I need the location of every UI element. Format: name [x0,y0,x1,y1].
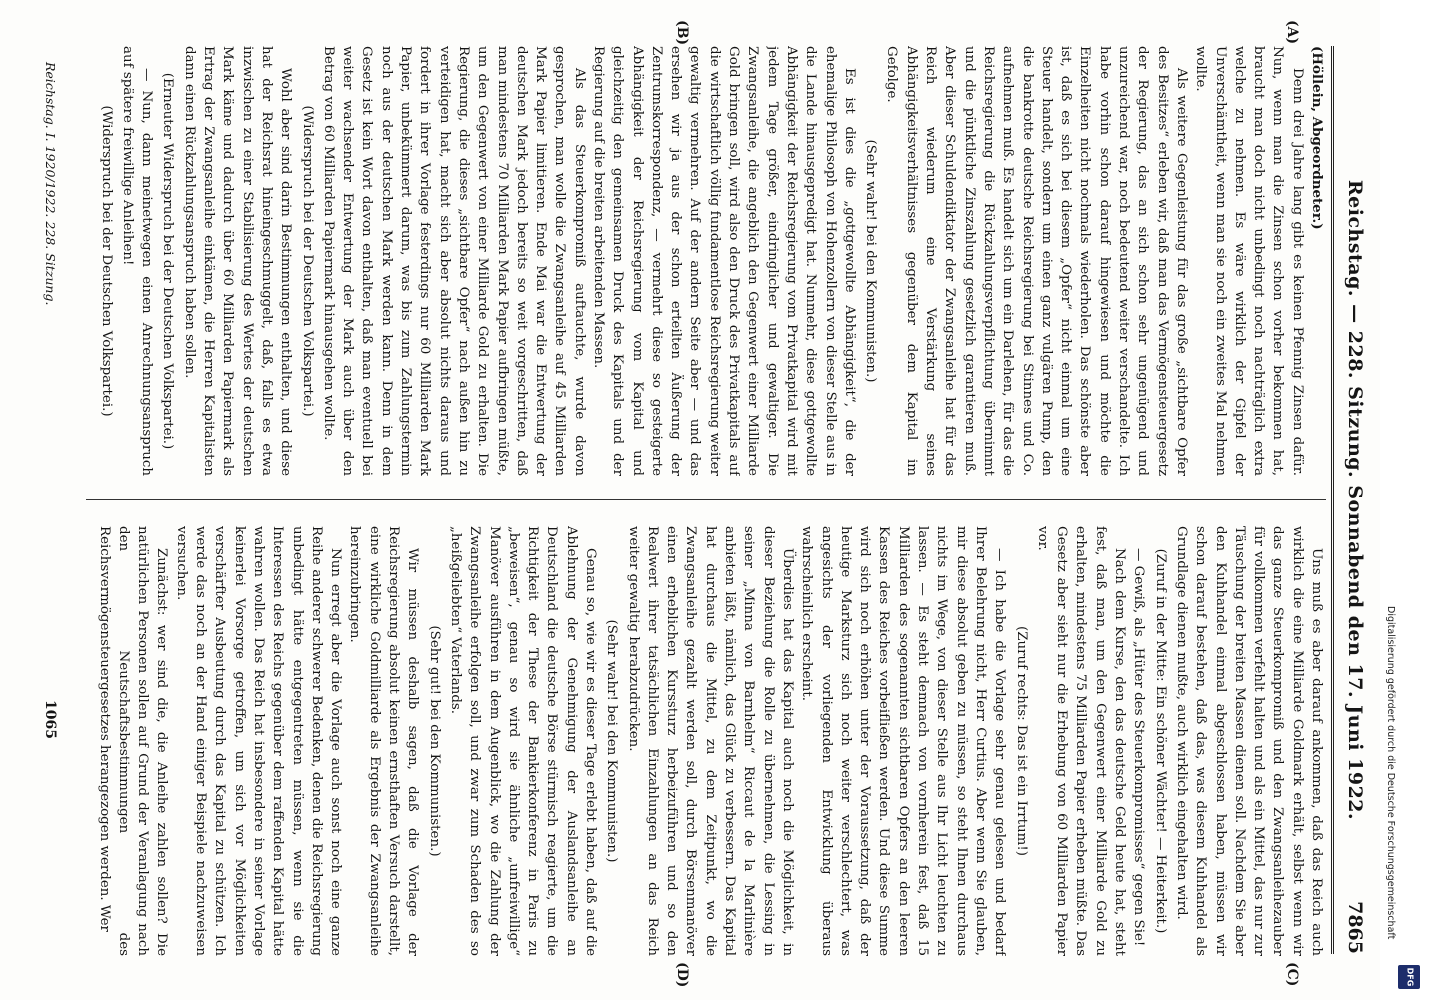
margin-mark-a: (A) [1284,20,1300,45]
interjection: (Zuruf in der Mitte: Ein schöner Wächter! — Heiterkeit.) [1152,548,1168,934]
interjection: (Widerspruch bei der Deutschen Volkspartei.) [299,105,315,417]
footer-page-number: 1065 [42,700,58,739]
logo-text: DFG [1404,967,1414,987]
column-divider [86,499,1326,500]
paragraph: Nun erregt aber die Vorlage auch sonst noch eine ganze Reihe anderer schwerer Bedenken, denen die Reichsregierung unbedingt hätte entgegentreten müssen, wenn sie die Interessen des Reichs gegenüber dem raffenden Kapital hätte wahren wollen. Das Reich hat insbesondere in seiner Vorlage keinerlei Vorsorge getroffen, um sich vor Möglichkeiten verschärfter Ausbeutung durch das Kapital zu schützen. Ich werde das noch an der Hand einiger Beispiele nachzuweisen versuchen. [173,526,344,956]
funding-note: Digitalisierung gefördert durch die Deutsche Forschungsgemeinschaft [1385,606,1396,940]
margin-mark-b: (B) [674,20,690,46]
margin-mark-d: (D) [674,962,690,988]
paragraph: Denn drei Jahre lang gibt es keinen Pfennig Zinsen dafür. Nun, wenn man die Zinsen schon vorher bekommen hat, braucht man doch nicht unbedingt noch nachträglich extra welche zu nehmen. Es wäre wirklich der Gipfel der Unverschämtheit, wenn man sie noch ein zweites Mal nehmen wollte. [1193,46,1305,476]
interjection: (Erneuter Widerspruch bei der Deutschen Volkspartei.) [160,72,176,450]
paragraph: Es ist dies die „gottgewollte Abhängigkeit“, die der ehemalige Philosoph von Hohenzollern von dieser Stelle aus in die Lande hinausgepredigt hat. Nunmehr, diese gottgewollte Abhängigkeit der Reichsregierung vom Privatkapital wird mit jedem Tage größer, eindringlicher und gewaltiger. Die Zwangsanleihe, die angeblich den Gegenwert einer Milliarde Gold bringen soll, wird also den Druck des Privatkapitals auf die wirtschaftlich völlig fundamentlose Reichsregierung weiter gewaltig vermehren. Auf der andern Seite aber — und das ersehen wir ja aus der schon erteilten Äußerung der Zentrumskorrespondenz, — vermehrt diese so gesteigerte Abhängigkeit der Reichsregierung vom Kapital und gleichzeitig den gemeinsamen Druck des Kapitals und der Regierung auf die breiten arbeitenden Massen. [591,46,857,476]
page-number: 7865 [1344,901,1366,954]
left-text-column [61,46,1326,476]
paragraph: Nach dem Kurse, den das deutsche Geld heute hat, steht fest, daß man, um den Gegenwert einer Milliarde Gold zu erhalten, mindestens 75 Milliarden Papier erheben müßte. Das Gesetz aber sieht nur die Erhebung von 60 Milliarden Papier vor. [1034,526,1128,956]
margin-mark-c: (C) [1284,962,1300,987]
paragraph: Uns muß es aber darauf ankommen, daß das Reich auch wirklich die eine Milliarde Goldmark erhält, selbst wenn wir das ganze Steuerkompromiß und den Zwangsanleihezauber für vollkommen verfehlt halten und als ein Mittel, das nur zur Täuschung der breiten Massen dienen soll. Nachdem Sie aber den Kuhhandel einmal abgeschlossen haben, müssen wir schon darauf bestehen, daß das, was diesem Kuhhandel als Grundlage dienen mußte, auch wirklich eingehalten wird. [1173,526,1324,956]
right-text-column [61,526,1326,956]
paragraph: Zunächst: wer sind die, die Anleihe zahlen sollen? Die natürlichen Personen sollen auf Grund der Veranlagung nach den Neutschaftsbestimmungen des Reichsvermögensteuergesetzes herangezogen werden. Wer [96,526,170,956]
paragraph: Genau so, wie wir es dieser Tage erlebt haben, daß auf die Ablehnung der Genehmigung der Auslandsanleihe an Deutschland die deutsche Börse stürmisch reagierte, um die Richtigkeit der These der Bankierkonferenz in Paris zu „beweisen“, genau so wird sie ähnliche „unfreiwillige“ Manöver ausführen in dem Augenblick, wo die Zahlung der Zwangsanleihe erfolgen soll, und zwar zum Schaden des so „heißgeliebten“ Vaterlands. [447,526,599,956]
interjection: (Widerspruch bei der Deutschen Volkspartei.) [98,105,114,417]
interjection: (Sehr wahr! bei den Kommunisten.) [863,139,879,383]
page-title: Reichstag. — 228. Sitzung. Sonnabend den 17. Juni 1922. [1344,179,1366,821]
dfg-logo-icon [1398,965,1420,989]
paragraph: Als das Steuerkompromiß auftauchte, wurde davon gesprochen, man wolle die Zwangsanleihe auf 45 Milliarden Mark Papier limitieren. Ende Mai war die Entwertung der deutschen Mark jedoch bereits so weit vorgeschritten, daß man mindestens 70 Milliarden Mark Papier aufbringen müßte, um den Gegenwert von einer Milliarde Gold zu erhalten. Die Regierung, die dieses „sichtbare Opfer“ nach außen hin zu verteidigen hat, macht sich aber absolut nichts daraus und fordert in ihrer Vorlage festerdings nur 60 Milliarden Mark Papier, unbekümmert darum, was bis zum Zahlungstermin noch aus der deutschen Mark werden kann. Denn in dem Gesetz ist kein Wort davon enthalten, daß man eventuell bei weiter wachsender Entwertung der Mark auch über den Betrag von 60 Milliarden Papiermark hinausgehen wollte. [320,46,587,476]
speaker-label: (Höllein, Abgeordneter.) [1309,46,1325,230]
paragraph: — Ich habe die Vorlage sehr genau gelesen und bedarf Ihrer Belehrung nicht, Herr Curtius. Aber wenn Sie glauben, mir diese absolut geben zu müssen, so steht Ihnen durchaus nichts im Wege, von dieser Stelle aus Ihr Licht leuchten zu lassen. — Es steht demnach von vornherein fest, daß 15 Milliarden des sogenannten sichtbaren Opfers an den leeren Kassen des Reiches vorbeifließen werden. Und diese Summe wird sich noch erhöhen unter der Voraussetzung, daß der heutige Marksturz sich noch weiter verschlechtert, was angesichts der vorliegenden Entwicklung überaus wahrscheinlich erscheint. [799,526,1008,956]
footer-session-info: Reichstag. I. 1920/1922. 228. Sitzung. [43,62,58,306]
interjection: (Zuruf rechts: Das ist ein Irrtum!) [1013,626,1029,856]
paragraph: — Gewiß, als „Hüter des Steuerkompromisses“ gegen Sie! [1131,548,1147,947]
paragraph: — Nun, dann meinetwegen einen Anrechnungsanspruch auf spätere freiwillige Anleihen! [119,46,155,476]
interjection: (Sehr wahr! bei den Kommunisten.) [604,619,620,863]
page-header [1331,46,1370,954]
paragraph: Wir müssen deshalb sagen, daß die Vorlage der Reichsregierung absolut keinen ernsthaften Versuch darstellt, eine wirkliche Goldmilliarde als Ergebnis der Zwangsanleihe hereinzubringen. [347,526,421,956]
paragraph: Als weitere Gegenleistung für das große „sichtbare Opfer des Besitzes“ erleben wir, daß man das Vermögensteuergesetz der Regierung, das an sich schon sehr ungenügend und unzureichend war, noch bedeutend weiter verschandelte. Ich habe vorhin schon darauf hingewiesen und möchte die Einzelheiten nicht nochmals wiederholen. Das schönste aber ist, daß es sich bei diesem „Opfer“ nicht einmal um eine Steuer handelt, sondern um einen ganz vulgären Pump, den die bankrotte deutsche Reichsregierung bei Stinnes und Co. aufnehmen muß. Es handelt sich um ein Darlehen, für das die Reichsregierung die Rückzahlungsverpflichtung übernimmt und die pünktliche Zinszahlung gesetzlich garantieren muß. Aber dieser Schuldendiktator der Zwangsanleihe hat für das Reich wiederum eine Verstärkung seines Abhängigkeitsverhältnisses gegenüber dem Kapital im Gefolge. [884,46,1189,476]
interjection: (Sehr gut! bei den Kommunisten.) [426,625,442,857]
paragraph: Wohl aber sind darin Bestimmungen enthalten, und diese hat der Reichsrat hineingeschmuggelt, daß, falls es etwa inzwischen zu einer Stabilisierung des Wertes der deutschen Mark käme und dadurch über 60 Milliarden Papiermark als Ertrag der Zwangsanleihe einkämen, die Herren Kapitalisten dann einen Rückzahlungsanspruch haben sollen. [181,46,294,476]
paragraph: Überdies hat das Kapital auch noch die Möglichkeit, in dieser Beziehung die Rolle zu übernehmen, die Lessing in seiner „Minna von Barnhelm“ Riccaut de la Marlinière anbieten läßt, nämlich, das Glück zu verbessern. Das Kapital hat durchaus die Mittel, zu dem Zeitpunkt, wo die Zwangsanleihe gezahlt werden soll, durch Börsenmanöver einen erheblichen Kurssturz herbeizuführen und so den Realwert ihrer tatsächlichen Einzahlungen an das Reich weiter gewaltig herabzudrücken. [625,526,795,956]
